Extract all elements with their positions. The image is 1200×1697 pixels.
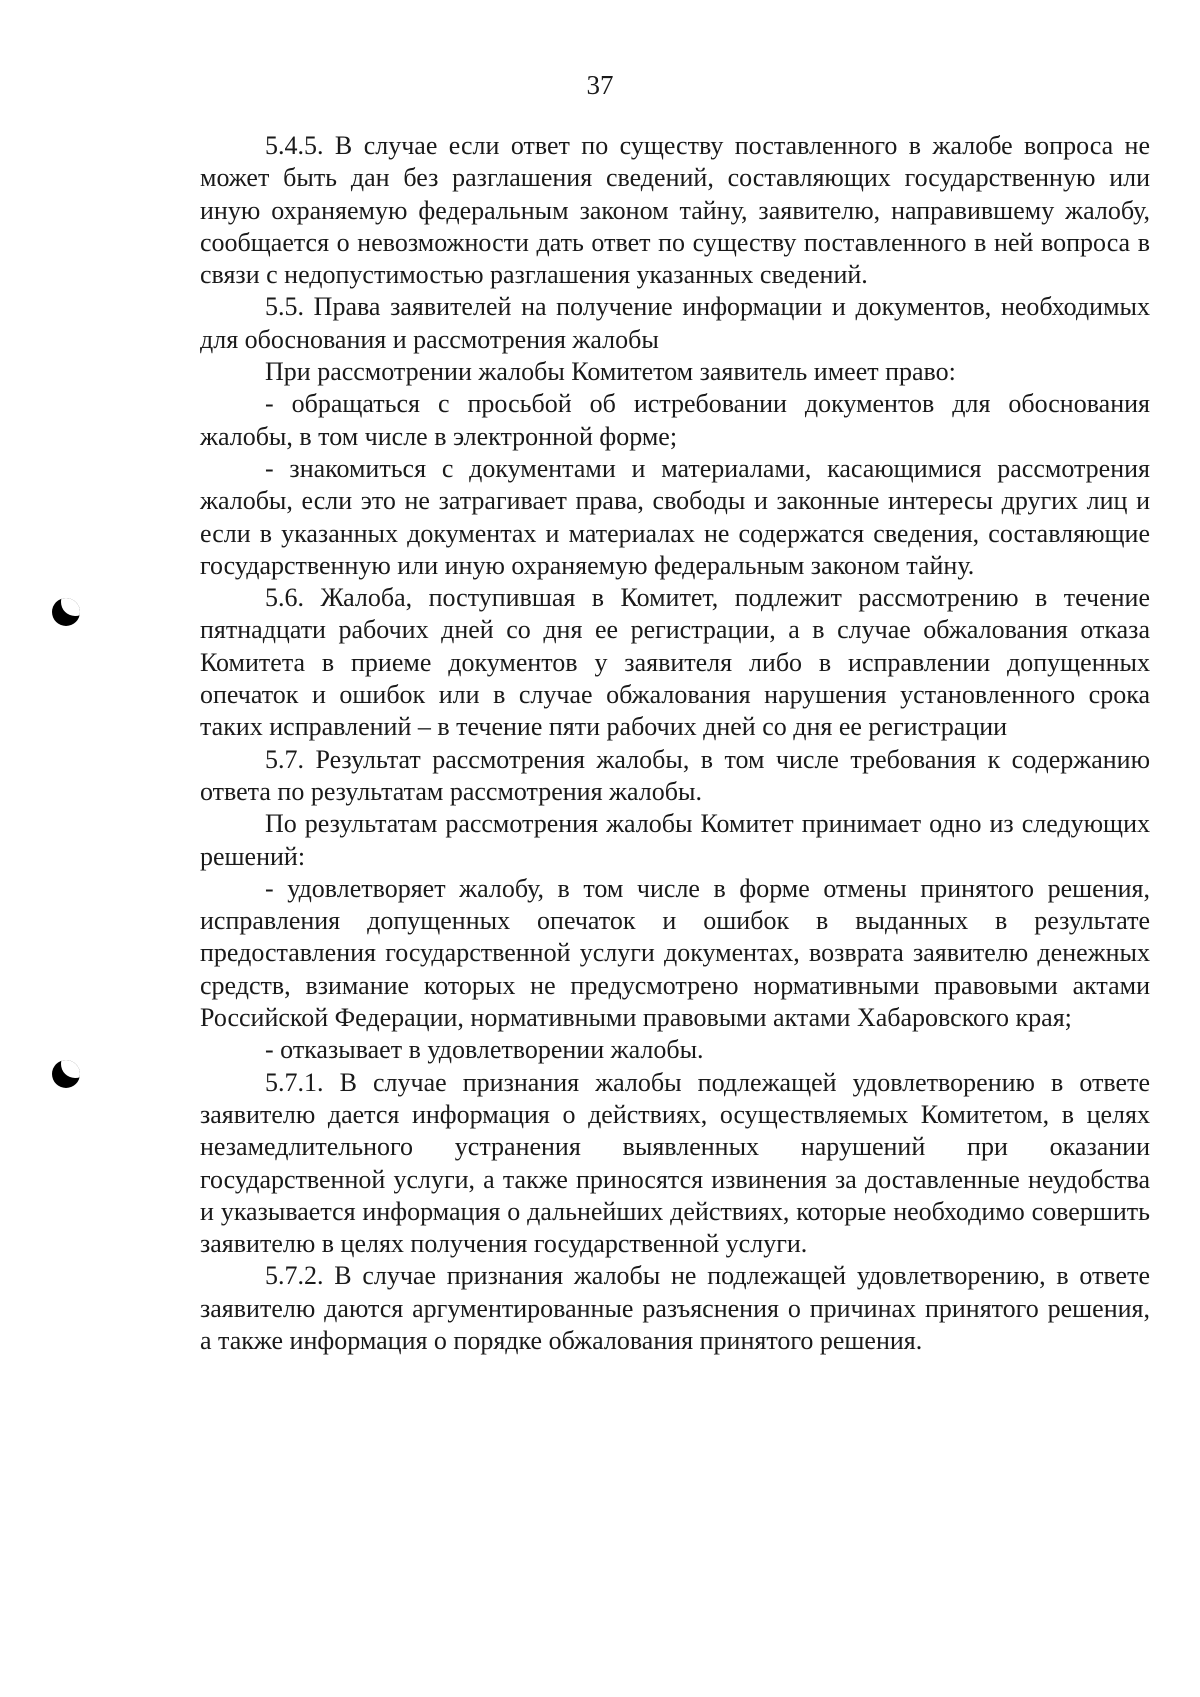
binder-hole-mark	[52, 598, 80, 626]
binder-hole-mark	[52, 1060, 80, 1088]
list-item-satisfies-complaint: - удовлетворяет жалобу, в том числе в форме отмены принятого решения, исправления допущенных опечаток и ошибок в выданных в результате предоставления государственной услуги документах, возврата заявителю денежных средств, взимание которых не предусмотрено нормативными правовыми актами Российской Федерации, нормативными правовыми актами Хабаровского края;	[200, 873, 1150, 1033]
list-item-request-documents: - обращаться с просьбой об истребовании документов для обоснования жалобы, в том числе в электронной форме;	[200, 389, 1150, 451]
paragraph-5-7-2: 5.7.2. В случае признания жалобы не подлежащей удовлетворению, в ответе заявителю даются аргументированные разъяснения о причинах принятого решения, а также информация о порядке обжалования принятого решения.	[200, 1261, 1150, 1355]
list-item-refuses-complaint: - отказывает в удовлетворении жалобы.	[265, 1035, 704, 1065]
document-body	[200, 130, 1150, 1357]
paragraph-decisions-intro: По результатам рассмотрения жалобы Комитет принимает одно из следующих решений:	[200, 809, 1150, 871]
paragraph-5-6: 5.6. Жалоба, поступившая в Комитет, подлежит рассмотрению в течение пятнадцати рабочих дней со дня ее регистрации, а в случае обжалования отказа Комитета в приеме документов у заявителя либо в исправлении допущенных опечаток и ошибок или в случае обжалования нарушения установленного срока таких исправлений – в течение пяти рабочих дней со дня ее регистрации	[200, 583, 1150, 742]
paragraph-5-7-1: 5.7.1. В случае признания жалобы подлежащей удовлетворению в ответе заявителю дается информация о действиях, осуществляемых Комитетом, в целях незамедлительного устранения выявленных нарушений при оказании государственной услуги, а также приносятся извинения за доставленные неудобства и указывается информация о дальнейших действиях, которые необходимо совершить заявителю в целях получения государственной услуги.	[200, 1067, 1150, 1259]
paragraph-5-5-heading: 5.5. Права заявителей на получение информации и документов, необходимых для обоснования и рассмотрения жалобы	[200, 292, 1150, 354]
page-number: 37	[586, 70, 614, 100]
paragraph-5-4-5: 5.4.5. В случае если ответ по существу поставленного в жалобе вопроса не может быть дан без разглашения сведений, составляющих государственную или иную охраняемую федеральным законом тайну, заявителю, направившему жалобу, сообщается о невозможности дать ответ по существу поставленного в ней вопроса в связи с недопустимостью разглашения указанных сведений.	[200, 131, 1150, 290]
list-item-view-materials: - знакомиться с документами и материалами, касающимися рассмотрения жалобы, если это не затрагивает права, свободы и законные интересы других лиц и если в указанных документах и материалах не содержатся сведения, составляющие государственную или иную охраняемую федеральным законом тайну.	[200, 453, 1150, 580]
paragraph-rights-intro: При рассмотрении жалобы Комитетом заявитель имеет право:	[265, 357, 956, 387]
paragraph-5-7-heading: 5.7. Результат рассмотрения жалобы, в том числе требования к содержанию ответа по результатам рассмотрения жалобы.	[200, 744, 1150, 806]
